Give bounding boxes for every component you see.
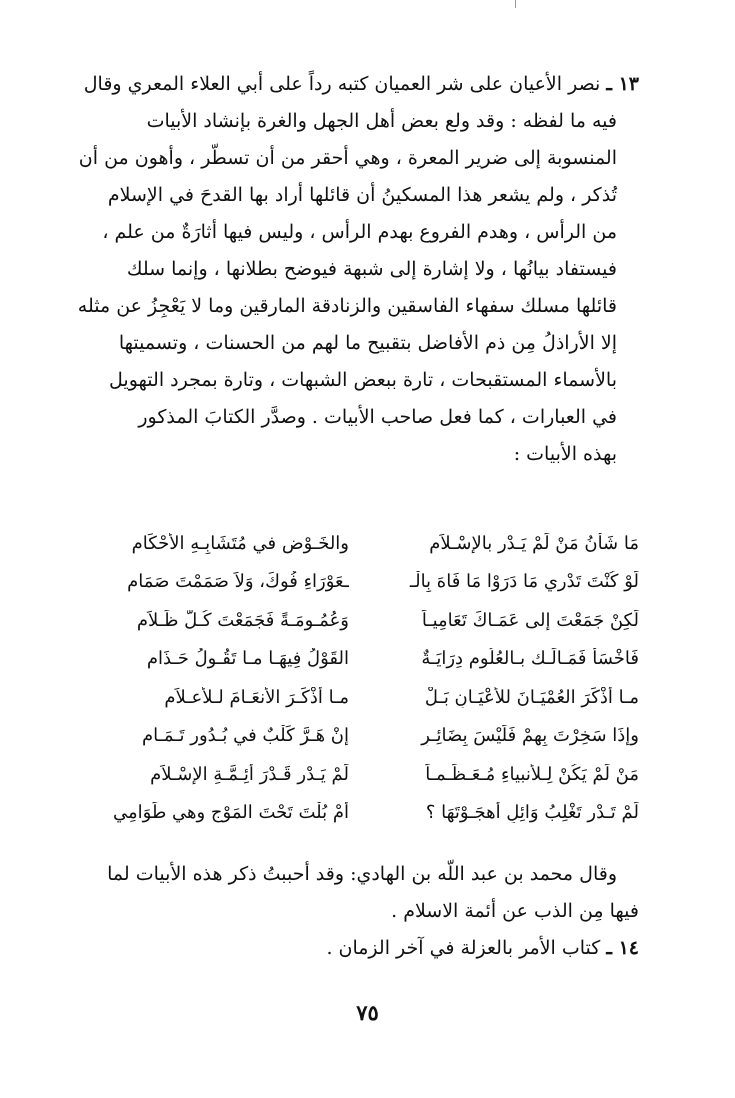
closing-paragraph xyxy=(94,856,639,967)
verse-5-second-hemistich: مـا أَذْكَـرَ الأنعَـامَ لـلأعـلاَمِ xyxy=(164,686,349,708)
verse-1-first-hemistich: مَا شَأْنُ مَنْ لَمْ يَـدْرِ بالإِسْـلاَمِ xyxy=(429,532,639,554)
entry-13-line-3: المنسوبة إلى ضرير المعرة ، وهي أحقر من أن تسطّر ، وأهون من أن xyxy=(78,147,617,169)
entry-13-line-1-text: نصر الأعيان على شر العميان كتبه رداً على أبي العلاء المعري وقال xyxy=(83,73,601,95)
verse-3-second-hemistich: وَعُمُـومَـةً فَجَمَعْتَ كُـلَّ ظَـلاَمِ xyxy=(136,609,349,631)
poem-verse xyxy=(94,563,639,602)
poem-verse xyxy=(94,794,639,833)
entry-13-line-6: فيستفاد بيانُها ، ولا إشارة إلى شبهة فيوضح بطلانها ، وإنما سلك xyxy=(126,258,617,280)
entry-13-line-5: من الرأس ، وهدم الفروع بهدم الرأس ، وليس فيها أثارَةٌ من علم ، xyxy=(102,221,617,243)
verse-5-first-hemistich: مـا أَذْكَرَ العُمْيَـانَ للأعْيَـانِ بَـلْ xyxy=(424,686,639,708)
verse-8-second-hemistich: أَمْ بُلْتَ تَحْتَ المَوْجِ وهي طَوَامِي xyxy=(113,802,349,824)
poem-verse xyxy=(94,601,639,640)
verse-2-second-hemistich: ـعَوْرَاءِ فُوكَ، وَلاَ صَمَمْتَ صَمَامِ xyxy=(127,571,349,593)
verse-7-first-hemistich: مَنْ لَمْ يَكُنْ لِـلأنبياءِ مُـعَـظِّـمـاً xyxy=(425,763,639,785)
verse-2-first-hemistich: لَوْ كُنْتَ تَدْرِي مَا دَرَوْا مَا فَاهَ بِالْـ xyxy=(409,571,639,593)
entry-13-paragraph xyxy=(77,66,639,473)
entry-13-line-1 xyxy=(83,66,639,103)
closing-line-2: فيها مِن الذب عن أئمة الاسلام . xyxy=(391,900,639,922)
poem-verse xyxy=(94,755,639,794)
verse-3-first-hemistich: لَكِنْ جَمَعْتَ إلى عَمَـاكَ تَعَامِيـاً xyxy=(421,609,639,631)
entry-14-line xyxy=(94,930,639,967)
entry-13-line-11: بهذه الأبيات : xyxy=(513,443,617,465)
entry-13-line-7: قائلها مسلك سفهاء الفاسقين والزنادقة المارقين وما لا يَعْجِزُ عن مثله xyxy=(77,295,617,317)
page-number: ٧٥ xyxy=(356,1000,379,1025)
verse-6-first-hemistich: وإِذَا سَخِرْتَ بِهِمْ فَلَيْسَ بِضَائِـرٍ xyxy=(421,725,639,747)
entry-13-number: ١٣ ـ xyxy=(606,73,639,95)
closing-line-1: وقال محمد بن عبد اللّه بن الهادي: وقد أحببتُ ذكر هذه الأبيات لما xyxy=(107,863,617,885)
entry-13-line-8: إلا الأراذلُ مِن ذم الأفاضل بتقبيح ما لهم من الحسنات ، وتسميتها xyxy=(118,332,617,354)
entry-13-line-10: في العبارات ، كما فعل صاحب الأبيات . وصدَّر الكتابَ المذكور xyxy=(138,406,617,428)
poem-verse xyxy=(94,640,639,679)
poem-verse xyxy=(94,524,639,563)
verse-4-second-hemistich: القَوْلُ فِيهَـا مـا تَقُـولُ حَـذَامِ xyxy=(146,648,349,670)
poem-verse xyxy=(94,678,639,717)
verse-6-second-hemistich: إِنْ هَـرَّ كَلْبٌ في بُـدُورِ تَـمَـامِ xyxy=(141,725,349,747)
poem-verse xyxy=(94,717,639,756)
verse-1-second-hemistich: والخَـوْضِ في مُتَشَابِـهِ الأَحْكَامِ xyxy=(131,532,349,554)
verse-4-first-hemistich: فَاخْسَأْ فَمَـالَـك بـالعُلُومِ دِرَايَـةٌ xyxy=(421,648,639,670)
entry-14-number: ١٤ ـ xyxy=(606,937,639,959)
scan-edge-mark xyxy=(515,0,516,8)
poem xyxy=(94,524,639,832)
verse-8-first-hemistich: لَمْ تَـدْرِ تَغْلِبُ وَائِلٍ أَهجَـوْتَهَا ؟ xyxy=(425,802,639,824)
entry-13-line-2: فيه ما لفظه : وقد ولع بعض أهل الجهل والغرة بإنشاد الأبيات xyxy=(146,110,617,132)
entry-14-title: كتاب الأمر بالعزلة في آخر الزمان . xyxy=(326,937,601,959)
verse-7-second-hemistich: لَمْ يَـدْرِ قَـدْرَ أَئِـمَّـةِ الإِسْـلاَمِ xyxy=(150,763,349,785)
entry-13-line-4: تُذكر ، ولم يشعر هذا المسكينُ أن قائلها أراد بها القدحَ في الإسلام xyxy=(107,184,617,206)
entry-13-line-9: بالأسماء المستقبحات ، تارة ببعض الشبهات ، وتارة بمجرد التهويل xyxy=(109,369,617,391)
